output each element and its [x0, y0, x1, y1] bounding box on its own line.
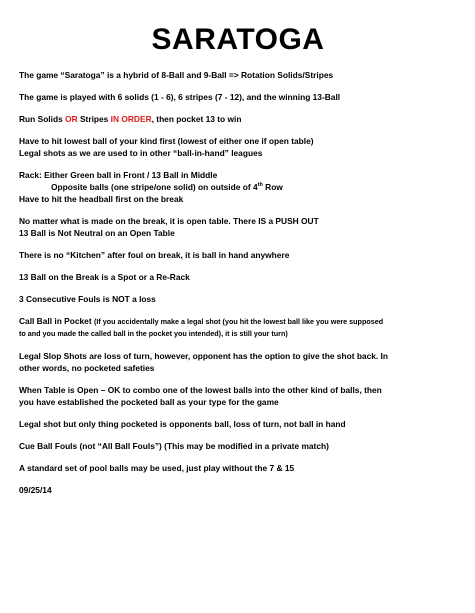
rule-text-part: Run Solids: [19, 114, 66, 124]
rule-text-part: , then pocket 13 to win: [151, 114, 242, 124]
rule-no-kitchen: [19, 249, 457, 261]
rule-open-table: [19, 215, 457, 239]
rule-call-ball: [19, 315, 457, 340]
rule-text: Legal shot but only thing pocketed is opponents ball, loss of turn, not ball in hand: [19, 419, 346, 429]
rule-text: When Table is Open – OK to combo one of the lowest balls into the other kind of balls, then: [19, 385, 382, 395]
rule-text: 13 Ball on the Break is a Spot or a Re-Rack: [19, 272, 190, 282]
rule-text: other words, no pocketed safeties: [19, 363, 155, 373]
rule-hybrid: [19, 69, 457, 81]
rule-text: you have established the pocketed ball as your type for the game: [19, 397, 279, 407]
rule-text: A standard set of pool balls may be used, just play without the 7 & 15: [19, 463, 295, 473]
superscript-th: th: [257, 182, 263, 189]
rule-text: 3 Consecutive Fouls is NOT a loss: [19, 294, 156, 304]
rule-combo: [19, 384, 457, 408]
rule-heading: Call Ball in Pocket: [19, 316, 94, 326]
rule-text: Rack: Either Green ball in Front / 13 Ball in Middle: [19, 170, 218, 180]
rule-text-part: Stripes: [77, 114, 111, 124]
rules-list: [19, 69, 457, 496]
rule-text: Have to hit the headball first on the break: [19, 194, 184, 204]
rule-text: Legal shots as we are used to in other “ball-in-hand” leagues: [19, 148, 263, 158]
rule-cue-ball-fouls: [19, 440, 457, 452]
rule-text: [19, 181, 457, 193]
rule-note: to and you made the called ball in the pocket you intended), it is still your turn): [19, 329, 288, 338]
rule-rack: [19, 169, 457, 205]
rule-text: There is no “Kitchen” after foul on break, it is ball in hand anywhere: [19, 250, 290, 260]
rule-slop-shots: [19, 350, 457, 374]
rule-text: No matter what is made on the break, it is open table. There IS a PUSH OUT: [19, 216, 319, 226]
rule-lowest-ball: [19, 135, 457, 159]
rule-13-on-break: [19, 271, 457, 283]
rule-ball-set: [19, 462, 457, 474]
rule-text: The game is played with 6 solids (1 - 6), 6 stripes (7 - 12), and the winning 13-Ball: [19, 92, 341, 102]
rule-opponent-ball: [19, 418, 457, 430]
document-title: SARATOGA: [151, 23, 325, 56]
rule-text: 13 Ball is Not Neutral on an Open Table: [19, 228, 175, 238]
rule-text: Cue Ball Fouls (not “All Ball Fouls”) (This may be modified in a private match): [19, 441, 329, 451]
rule-text: Have to hit lowest ball of your kind first (lowest of either one if open table): [19, 136, 314, 146]
rule-text: The game “Saratoga” is a hybrid of 8-Ball and 9-Ball => Rotation Solids/Stripes: [19, 70, 334, 80]
emphasis-in-order: IN ORDER: [110, 114, 152, 124]
rule-text: [19, 113, 457, 125]
rule-consecutive-fouls: [19, 293, 457, 305]
rule-note: (If you accidentally make a legal shot (you hit the lowest ball like you were supposed: [93, 317, 384, 326]
rule-text: Legal Slop Shots are loss of turn, however, opponent has the option to give the shot back. In: [19, 351, 389, 361]
rule-run-order: [19, 113, 457, 125]
emphasis-or: OR: [65, 114, 78, 124]
rule-text-part: Row: [262, 182, 283, 192]
rule-balls: [19, 91, 457, 103]
rule-text-part: Opposite balls (one stripe/one solid) on outside of 4: [51, 182, 258, 192]
rule-text: [19, 315, 457, 328]
document-date: 09/25/14: [19, 485, 52, 495]
